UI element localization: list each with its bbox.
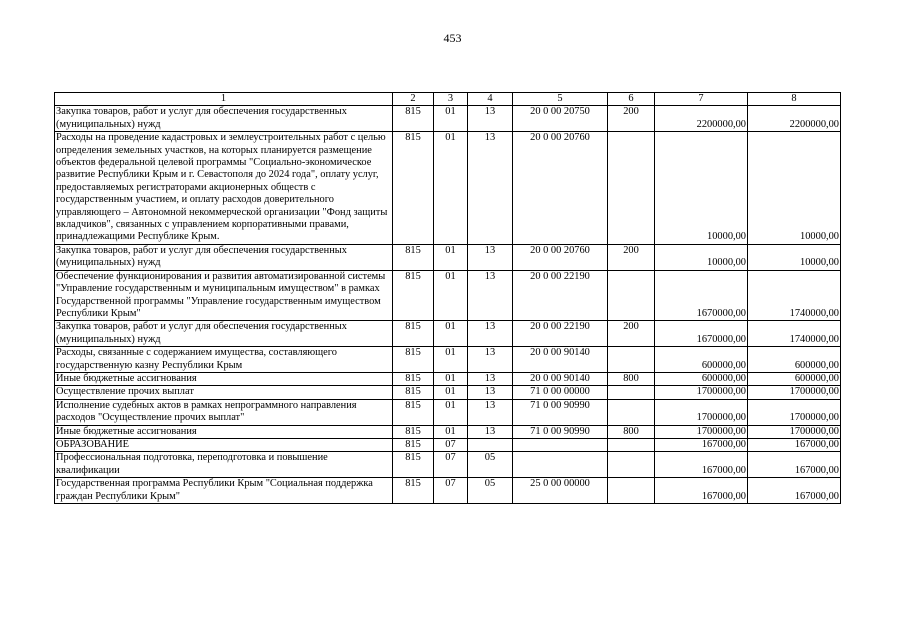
header-cell: 7 <box>655 93 748 106</box>
cell-expense-type: 200 <box>608 321 655 347</box>
cell-target-article: 71 0 00 90990 <box>513 425 608 438</box>
cell-ministry: 815 <box>393 132 434 245</box>
cell-section: 07 <box>434 452 468 478</box>
table-row <box>55 132 841 245</box>
header-cell: 6 <box>608 93 655 106</box>
cell-amount-col8: 167000,00 <box>748 452 841 478</box>
row-description: Исполнение судебных актов в рамках непрограммного направления расходов "Осуществление прочих выплат" <box>55 399 393 425</box>
cell-amount-col8: 600000,00 <box>748 347 841 373</box>
header-cell: 1 <box>55 93 393 106</box>
table-row <box>55 452 841 478</box>
cell-ministry: 815 <box>393 399 434 425</box>
cell-section: 01 <box>434 244 468 270</box>
cell-subsection: 13 <box>468 132 513 245</box>
cell-amount-col8: 600000,00 <box>748 372 841 385</box>
table-row <box>55 270 841 321</box>
cell-subsection: 13 <box>468 244 513 270</box>
table-row <box>55 347 841 373</box>
cell-section: 01 <box>434 321 468 347</box>
cell-amount-col7: 2200000,00 <box>655 106 748 132</box>
header-cell: 8 <box>748 93 841 106</box>
cell-amount-col8: 10000,00 <box>748 244 841 270</box>
row-description: Профессиональная подготовка, переподготовка и повышение квалификации <box>55 452 393 478</box>
cell-subsection: 13 <box>468 321 513 347</box>
table-row <box>55 438 841 451</box>
row-description: Иные бюджетные ассигнования <box>55 425 393 438</box>
cell-amount-col7: 1700000,00 <box>655 399 748 425</box>
cell-target-article <box>513 452 608 478</box>
cell-expense-type <box>608 386 655 399</box>
row-description: Осуществление прочих выплат <box>55 386 393 399</box>
cell-expense-type <box>608 270 655 321</box>
cell-expense-type <box>608 132 655 245</box>
table-row <box>55 478 841 504</box>
row-description: Иные бюджетные ассигнования <box>55 372 393 385</box>
cell-subsection: 13 <box>468 106 513 132</box>
cell-amount-col8: 1700000,00 <box>748 399 841 425</box>
cell-ministry: 815 <box>393 425 434 438</box>
table-row <box>55 106 841 132</box>
cell-ministry: 815 <box>393 347 434 373</box>
cell-target-article: 20 0 00 90140 <box>513 372 608 385</box>
cell-amount-col8: 1740000,00 <box>748 270 841 321</box>
cell-subsection: 13 <box>468 425 513 438</box>
cell-expense-type: 800 <box>608 372 655 385</box>
header-cell: 2 <box>393 93 434 106</box>
cell-amount-col7: 1700000,00 <box>655 386 748 399</box>
cell-target-article: 71 0 00 00000 <box>513 386 608 399</box>
row-description: Расходы на проведение кадастровых и землеустроительных работ с целью определения земельных участков, на которых планируется размещение объектов федеральной целевой программы "Социально-экономическое развитие Республики Крым и г. Севастополя до 2024 года", оплату услуг, предоставляемых регистраторами акционерных обществ с государственным участием, и оплату расходов доверительного управляющего – Автономной некоммерческой организации "Фонд защиты вкладчиков", связанных с управлением корпоративными правами, принадлежащими Республике Крым. <box>55 132 393 245</box>
cell-subsection <box>468 438 513 451</box>
cell-expense-type <box>608 438 655 451</box>
row-description: Закупка товаров, работ и услуг для обеспечения государственных (муниципальных) нужд <box>55 106 393 132</box>
cell-target-article: 20 0 00 20760 <box>513 132 608 245</box>
cell-amount-col8: 2200000,00 <box>748 106 841 132</box>
cell-ministry: 815 <box>393 452 434 478</box>
budget-table <box>54 92 841 504</box>
cell-target-article: 71 0 00 90990 <box>513 399 608 425</box>
table-row <box>55 372 841 385</box>
cell-amount-col7: 1670000,00 <box>655 321 748 347</box>
cell-section: 07 <box>434 478 468 504</box>
cell-amount-col7: 600000,00 <box>655 372 748 385</box>
table-row <box>55 321 841 347</box>
cell-target-article: 20 0 00 22190 <box>513 321 608 347</box>
cell-expense-type <box>608 347 655 373</box>
cell-target-article: 20 0 00 20750 <box>513 106 608 132</box>
row-description: ОБРАЗОВАНИЕ <box>55 438 393 451</box>
cell-section: 01 <box>434 132 468 245</box>
cell-subsection: 13 <box>468 386 513 399</box>
cell-subsection: 13 <box>468 347 513 373</box>
header-cell: 4 <box>468 93 513 106</box>
cell-section: 01 <box>434 270 468 321</box>
cell-amount-col8: 1700000,00 <box>748 386 841 399</box>
cell-amount-col8: 167000,00 <box>748 478 841 504</box>
cell-expense-type <box>608 452 655 478</box>
header-cell: 3 <box>434 93 468 106</box>
cell-ministry: 815 <box>393 372 434 385</box>
cell-target-article <box>513 438 608 451</box>
cell-amount-col7: 10000,00 <box>655 132 748 245</box>
row-description: Обеспечение функционирования и развития автоматизированной системы "Управление государственным и муниципальным имуществом" в рамках Государственной программы "Управление государственным имуществом Республики Крым" <box>55 270 393 321</box>
cell-amount-col8: 1700000,00 <box>748 425 841 438</box>
cell-amount-col7: 167000,00 <box>655 452 748 478</box>
cell-section: 01 <box>434 425 468 438</box>
row-description: Расходы, связанные с содержанием имущества, составляющего государственную казну Республики Крым <box>55 347 393 373</box>
cell-expense-type <box>608 478 655 504</box>
cell-ministry: 815 <box>393 386 434 399</box>
cell-amount-col7: 167000,00 <box>655 438 748 451</box>
cell-subsection: 13 <box>468 399 513 425</box>
cell-target-article: 25 0 00 00000 <box>513 478 608 504</box>
cell-ministry: 815 <box>393 270 434 321</box>
cell-amount-col7: 1700000,00 <box>655 425 748 438</box>
cell-ministry: 815 <box>393 478 434 504</box>
cell-section: 01 <box>434 106 468 132</box>
page-number: 453 <box>443 31 462 45</box>
cell-amount-col8: 167000,00 <box>748 438 841 451</box>
table-row <box>55 399 841 425</box>
cell-expense-type: 200 <box>608 106 655 132</box>
cell-ministry: 815 <box>393 321 434 347</box>
cell-expense-type <box>608 399 655 425</box>
cell-section: 07 <box>434 438 468 451</box>
cell-target-article: 20 0 00 20760 <box>513 244 608 270</box>
cell-subsection: 13 <box>468 372 513 385</box>
cell-amount-col7: 167000,00 <box>655 478 748 504</box>
cell-section: 01 <box>434 386 468 399</box>
cell-section: 01 <box>434 347 468 373</box>
cell-ministry: 815 <box>393 438 434 451</box>
cell-expense-type: 200 <box>608 244 655 270</box>
cell-amount-col7: 600000,00 <box>655 347 748 373</box>
cell-section: 01 <box>434 399 468 425</box>
cell-amount-col8: 1740000,00 <box>748 321 841 347</box>
cell-amount-col8: 10000,00 <box>748 132 841 245</box>
header-row <box>55 93 841 106</box>
cell-subsection: 13 <box>468 270 513 321</box>
cell-ministry: 815 <box>393 106 434 132</box>
table-row <box>55 425 841 438</box>
table-row <box>55 244 841 270</box>
row-description: Государственная программа Республики Крым "Социальная поддержка граждан Республики Крым" <box>55 478 393 504</box>
cell-subsection: 05 <box>468 478 513 504</box>
row-description: Закупка товаров, работ и услуг для обеспечения государственных (муниципальных) нужд <box>55 321 393 347</box>
cell-expense-type: 800 <box>608 425 655 438</box>
cell-amount-col7: 10000,00 <box>655 244 748 270</box>
row-description: Закупка товаров, работ и услуг для обеспечения государственных (муниципальных) нужд <box>55 244 393 270</box>
cell-target-article: 20 0 00 90140 <box>513 347 608 373</box>
cell-section: 01 <box>434 372 468 385</box>
cell-subsection: 05 <box>468 452 513 478</box>
cell-amount-col7: 1670000,00 <box>655 270 748 321</box>
cell-target-article: 20 0 00 22190 <box>513 270 608 321</box>
cell-ministry: 815 <box>393 244 434 270</box>
table-row <box>55 386 841 399</box>
header-cell: 5 <box>513 93 608 106</box>
